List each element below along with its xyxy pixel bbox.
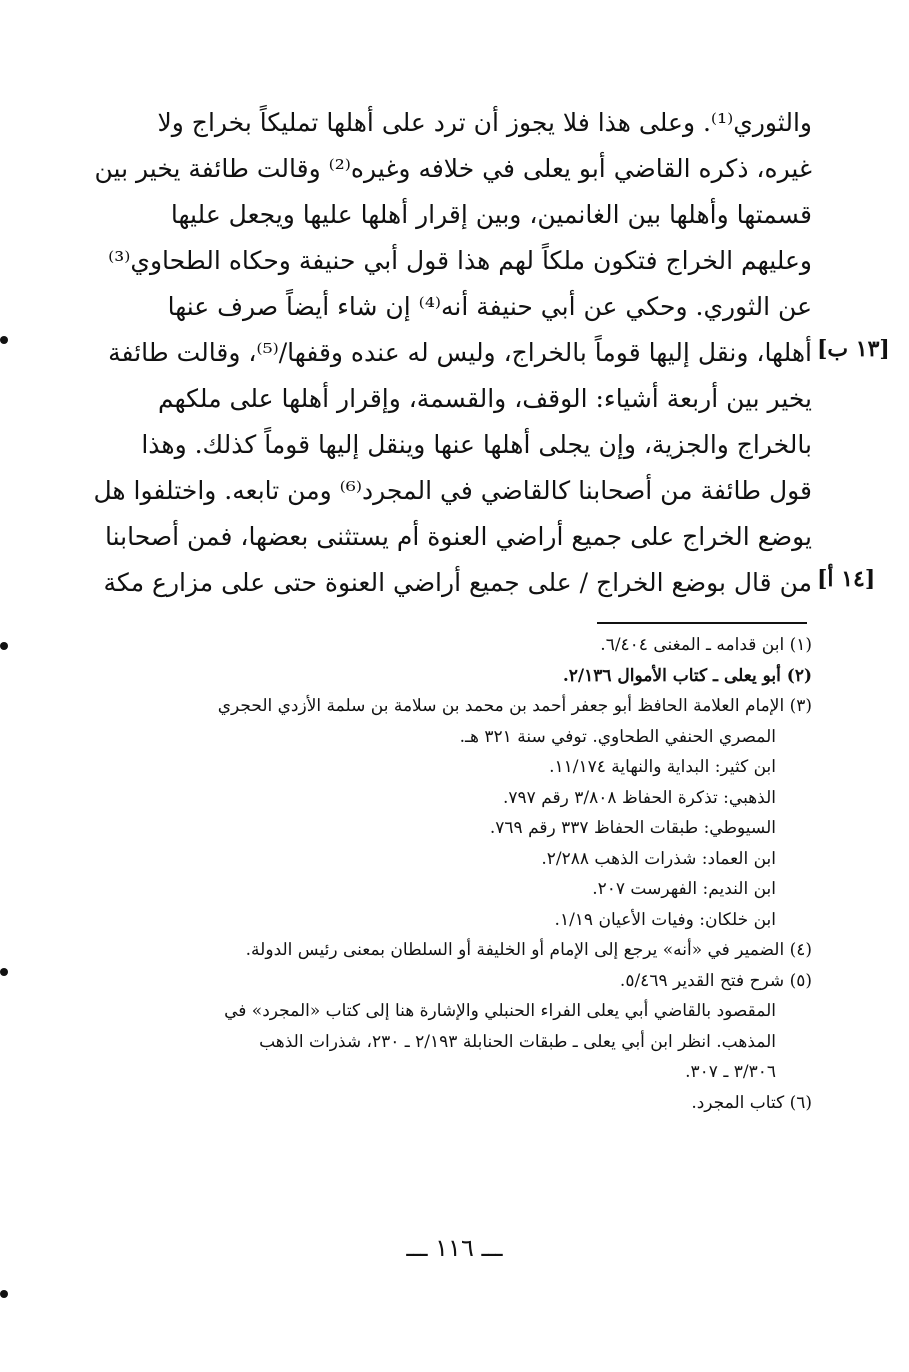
folio-marker-13b: [١٣ ب] bbox=[817, 336, 890, 362]
body-line: يوضع الخراج على جميع أراضي العنوة أم يستثنى بعضها، فمن أصحابنا bbox=[105, 522, 812, 551]
body-line: من قال بوضع الخراج / على جميع أراضي العنوة حتى على مزارع مكة bbox=[103, 568, 812, 597]
body-line: قسمتها وأهلها بين الغانمين، وبين إقرار أهلها عليها ويجعل عليها bbox=[170, 200, 812, 229]
footnote-separator bbox=[597, 622, 807, 624]
margin-dot bbox=[0, 336, 8, 344]
body-line: غيره، ذكره القاضي أبو يعلى في خلافه وغيره⁽²⁾ وقالت طائفة يخير بين bbox=[94, 154, 812, 183]
margin-dot bbox=[0, 642, 8, 650]
footnote-line: الذهبي: تذكرة الحفاظ ٣/٨٠٨ رقم ٧٩٧. bbox=[503, 787, 776, 808]
footnote-line: السيوطي: طبقات الحفاظ ٣٣٧ رقم ٧٦٩. bbox=[489, 818, 776, 838]
footnote-line: (٣) الإمام العلامة الحافظ أبو جعفر أحمد بن محمد بن سلامة بن سلمة الأزدي الحجري bbox=[217, 696, 812, 716]
body-line: عن الثوري. وحكي عن أبي حنيفة أنه⁽⁴⁾ إن شاء أيضاً صرف عنها bbox=[167, 292, 812, 321]
body-line: قول طائفة من أصحابنا كالقاضي في المجرد⁽⁶⁾ ومن تابعه. واختلفوا هل bbox=[93, 476, 812, 505]
footnotes bbox=[112, 630, 812, 1118]
footnote-line: ابن العماد: شذرات الذهب ٢/٢٨٨. bbox=[541, 848, 776, 869]
margin-dot bbox=[0, 1290, 8, 1298]
footnote-line: ابن كثير: البداية والنهاية ١١/١٧٤. bbox=[549, 757, 776, 777]
footnote-line: (٤) الضمير في «أنه» يرجع إلى الإمام أو الخليفة أو السلطان بمعنى رئيس الدولة. bbox=[245, 940, 812, 960]
footnote-line: المقصود بالقاضي أبي يعلى الفراء الحنبلي والإشارة هنا إلى كتاب «المجرد» في bbox=[224, 1001, 776, 1021]
footnote-line: المصري الحنفي الطحاوي. توفي سنة ٣٢١ هـ. bbox=[459, 726, 776, 747]
page-number: ـــ ١١٦ ـــ bbox=[406, 1234, 503, 1262]
footnote-line: ابن خلكان: وفيات الأعيان ١/١٩. bbox=[554, 909, 776, 930]
body-line: أهلها، ونقل إليها قوماً بالخراج، وليس له عنده وقفها/⁽⁵⁾، وقالت طائفة bbox=[108, 338, 812, 367]
margin-dot bbox=[0, 968, 8, 976]
footnote-line: (٦) كتاب المجرد. bbox=[691, 1092, 812, 1113]
folio-marker-14a: [١٤ أ] bbox=[817, 566, 876, 592]
main-text bbox=[93, 100, 812, 606]
body-line: والثوري⁽¹⁾. وعلى هذا فلا يجوز أن ترد على أهلها تمليكاً بخراج ولا bbox=[157, 108, 812, 137]
footnote-line: (٢) أبو يعلى ـ كتاب الأموال ٢/١٣٦. bbox=[562, 665, 812, 686]
body-line: بالخراج والجزية، وإن يجلى أهلها عنها وينقل إليها قوماً كذلك. وهذا bbox=[141, 430, 812, 459]
footnote-line: ابن النديم: الفهرست ٢٠٧. bbox=[592, 879, 776, 899]
footnote-line: ٣/٣٠٦ ـ ٣٠٧. bbox=[685, 1062, 776, 1082]
footnote-line: (١) ابن قدامه ـ المغنى ٦/٤٠٤. bbox=[600, 635, 812, 655]
footnote-line: (٥) شرح فتح القدير ٥/٤٦٩. bbox=[619, 970, 812, 991]
footnote-line: المذهب. انظر ابن أبي يعلى ـ طبقات الحنابلة ٢/١٩٣ ـ ٢٣٠، شذرات الذهب bbox=[259, 1031, 776, 1052]
body-line: يخير بين أربعة أشياء: الوقف، والقسمة، وإقرار أهلها على ملكهم bbox=[157, 384, 812, 413]
body-line: وعليهم الخراج فتكون ملكاً لهم هذا قول أبي حنيفة وحكاه الطحاوي⁽³⁾ bbox=[108, 246, 812, 275]
